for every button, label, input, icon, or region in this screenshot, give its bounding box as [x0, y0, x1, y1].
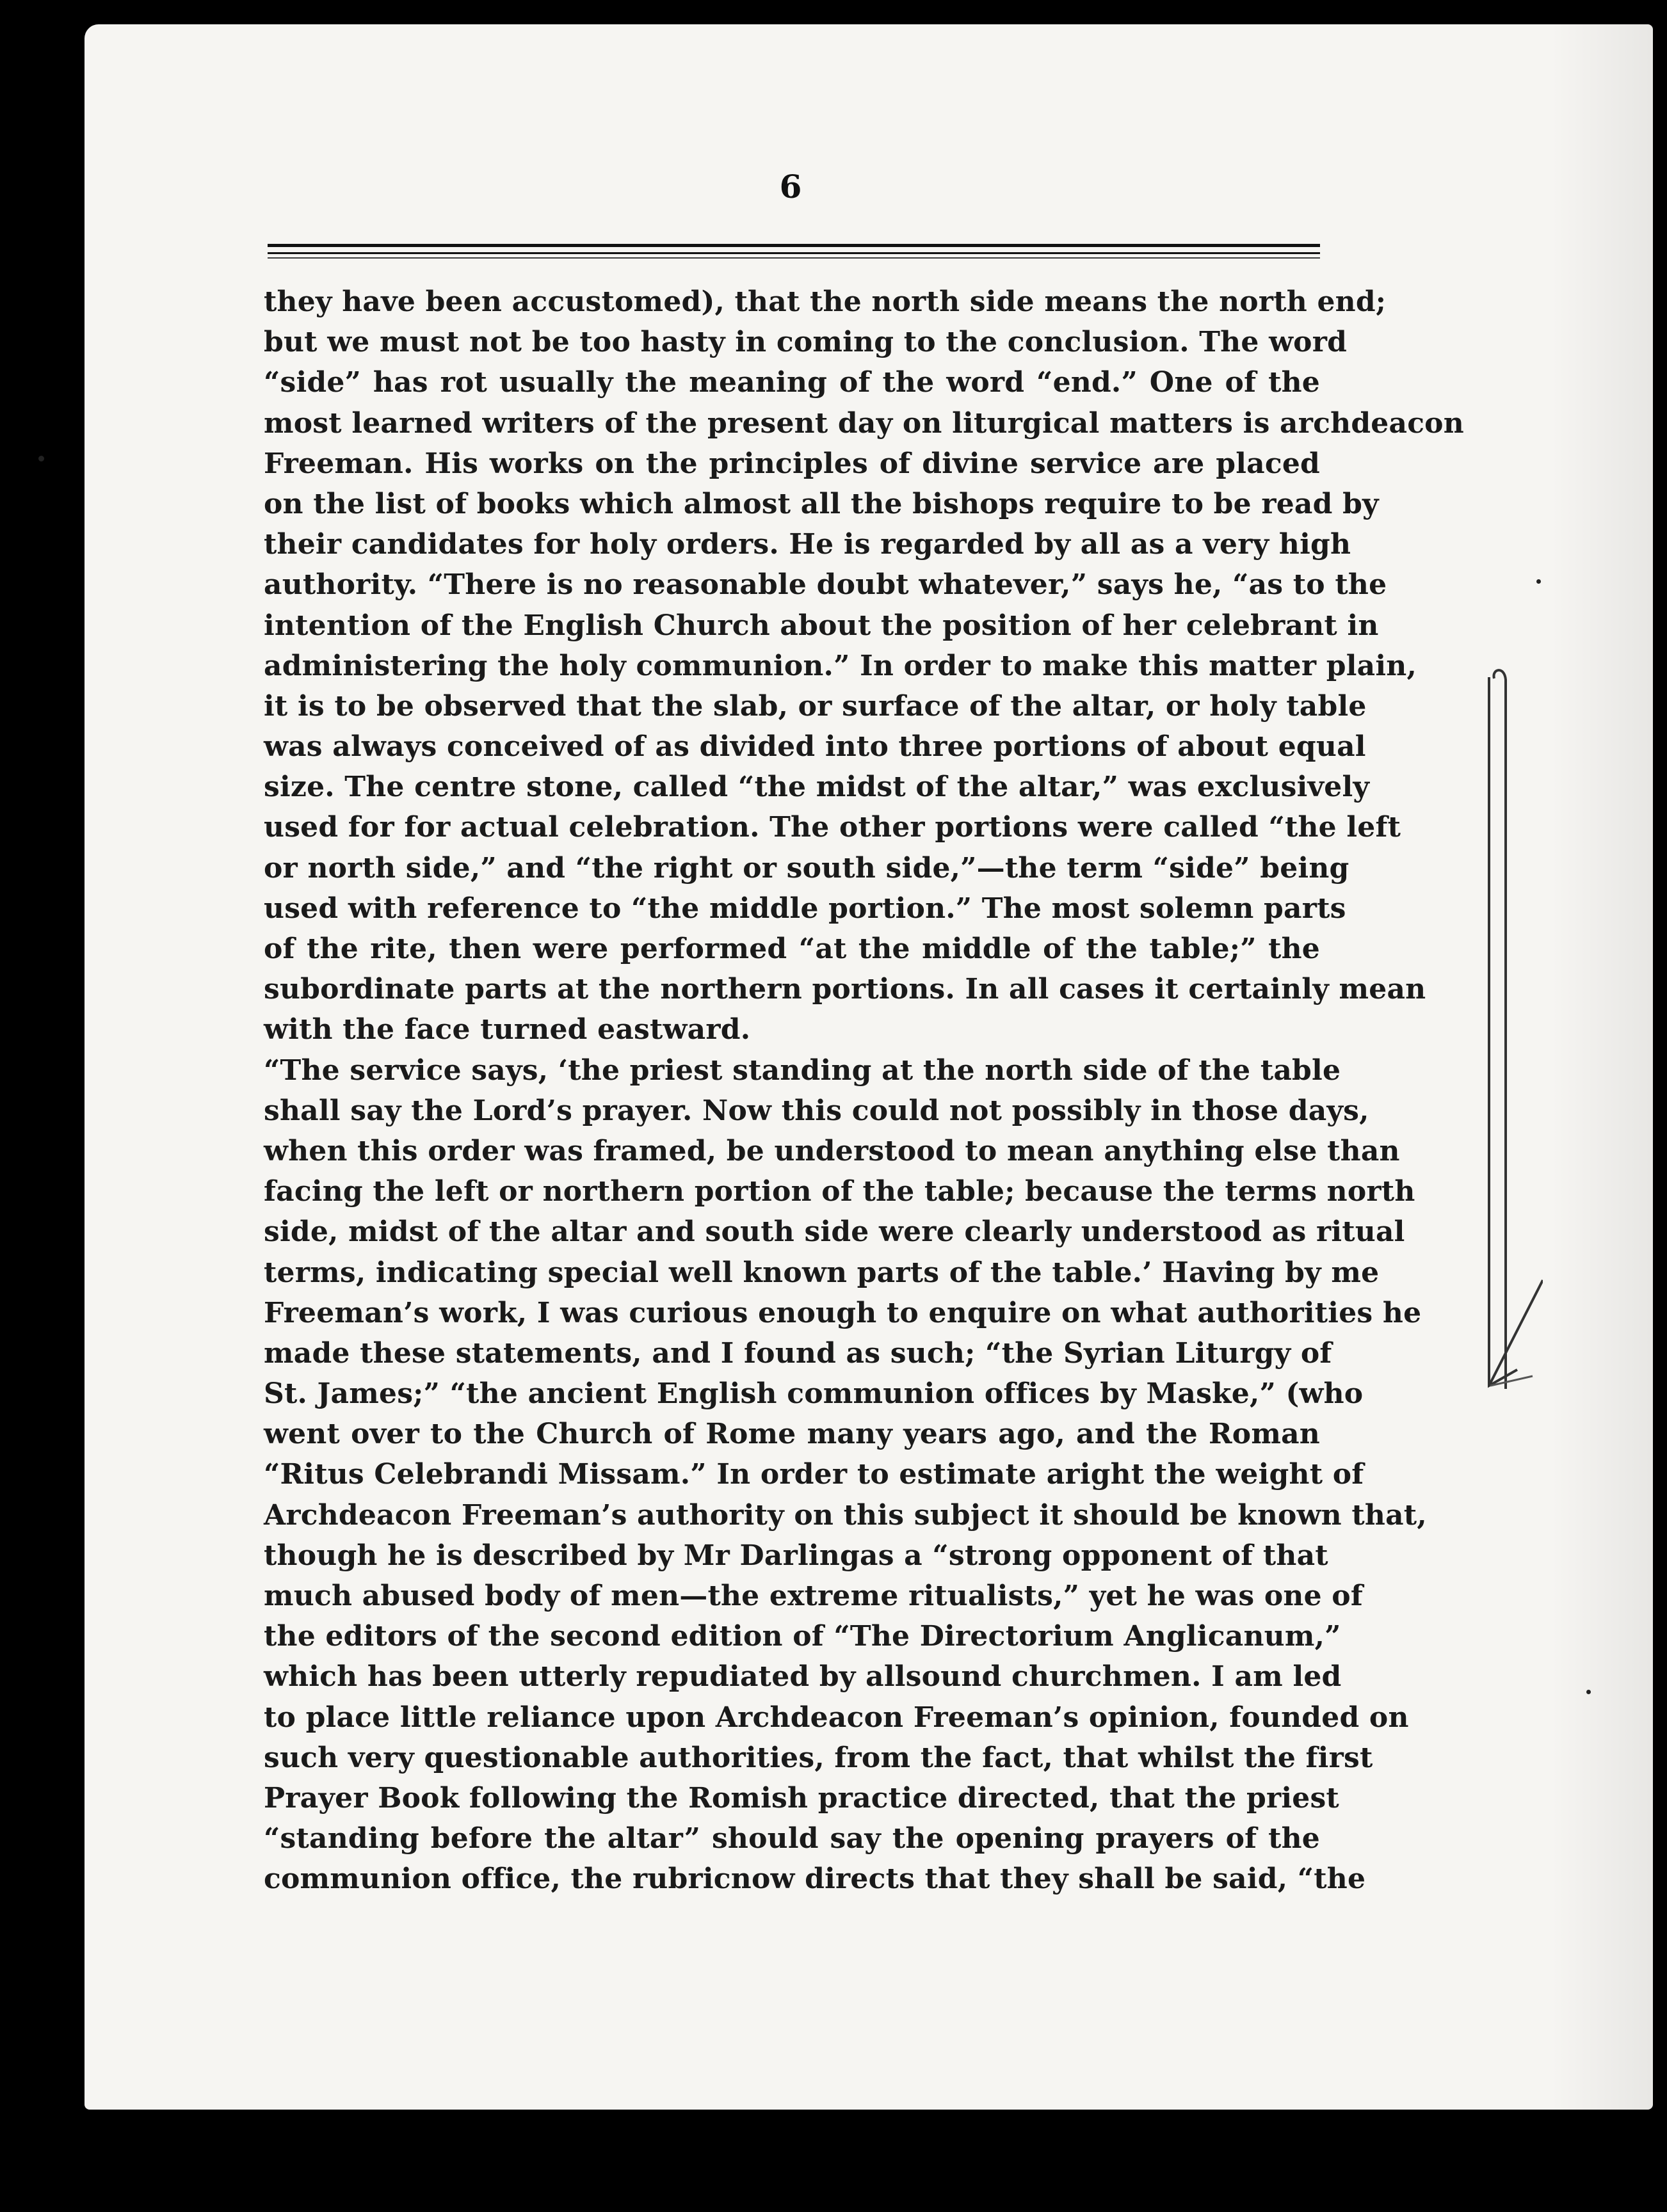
text-line: side, midst of the altar and south side were clearly understood as ritual — [264, 1215, 1405, 1249]
text-line: they have been accustomed), that the north side means the north end; — [264, 285, 1387, 318]
text-line: it is to be observed that the slab, or surface of the altar, or holy table — [264, 689, 1367, 723]
text-line: shall say the Lord’s prayer. Now this could not possibly in those days, — [264, 1094, 1369, 1127]
text-line: to place little reliance upon Archdeacon Freeman’s opinion, founded on — [264, 1701, 1409, 1734]
text-line: authority. “There is no reasonable doubt whatever,” says he, “as to the — [264, 568, 1387, 602]
text-line: which has been utterly repudiated by allsound churchmen. I am led — [264, 1660, 1342, 1694]
scan-speck — [1586, 1690, 1591, 1694]
text-line: but we must not be too hasty in coming to the conclusion. The word — [264, 326, 1348, 359]
text-line: with the face turned eastward. — [264, 1013, 751, 1046]
text-line: terms, indicating special well known parts of the table.’ Having by me — [264, 1256, 1380, 1289]
text-line: much abused body of men—the extreme ritualists,” yet he was one of — [264, 1580, 1363, 1612]
text-line: the editors of the second edition of “The Directorium Anglicanum,” — [264, 1620, 1341, 1653]
text-line: used for for actual celebration. The other portions were called “the left — [264, 811, 1401, 844]
header-rule — [268, 244, 1320, 247]
text-line: “The service says, ‘the priest standing at the north side of the table — [264, 1054, 1341, 1087]
body-text — [264, 282, 1464, 1900]
text-line: facing the left or northern portion of the table; because the terms north — [264, 1175, 1415, 1208]
text-line: most learned writers of the present day on liturgical matters is archdeacon — [264, 406, 1464, 440]
text-line: Freeman. His works on the principles of divine service are placed — [264, 447, 1320, 480]
header-rule — [268, 257, 1320, 259]
text-line: Archdeacon Freeman’s authority on this subject it should be known that, — [264, 1498, 1427, 1532]
text-line: or north side,” and “the right or south side,”—the term “side” being — [264, 851, 1349, 885]
scan-speck — [38, 456, 44, 461]
text-line: was always conceived of as divided into three portions of about equal — [264, 730, 1366, 764]
text-line: such very questionable authorities, from the fact, that whilst the first — [264, 1741, 1373, 1774]
text-line: their candidates for holy orders. He is regarded by all as a very high — [264, 528, 1351, 561]
text-line: communion office, the rubricnow directs that they shall be said, “the — [264, 1863, 1366, 1896]
scan-speck — [1536, 579, 1541, 584]
text-line: went over to the Church of Rome many years ago, and the Roman — [264, 1418, 1320, 1451]
text-line: used with reference to “the middle portion.” The most solemn parts — [264, 892, 1346, 925]
text-line: size. The centre stone, called “the midst of the altar,” was exclusively — [264, 771, 1370, 804]
text-line: “Ritus Celebrandi Missam.” In order to estimate aright the weight of — [264, 1458, 1364, 1491]
text-line: though he is described by Mr Darlingas a “strong opponent of that — [264, 1539, 1328, 1572]
page-number: 6 — [779, 168, 802, 205]
page-fold-shadow — [1550, 24, 1653, 2110]
text-line: “standing before the altar” should say the opening prayers of the — [264, 1822, 1320, 1855]
text-line: when this order was framed, be understood to mean anything else than — [264, 1134, 1400, 1167]
text-line: of the rite, then were performed “at the middle of the table;” the — [264, 933, 1320, 965]
text-line: subordinate parts at the northern portions. In all cases it certainly mean — [264, 973, 1426, 1006]
text-line: on the list of books which almost all the bishops require to be read by — [264, 487, 1379, 520]
text-line: Prayer Book following the Romish practice directed, that the priest — [264, 1781, 1339, 1815]
text-line: “side” has rot usually the meaning of the word “end.” One of the — [264, 366, 1320, 399]
text-line: made these statements, and I found as such; “the Syrian Liturgy of — [264, 1336, 1332, 1370]
pencil-margin-bracket — [1466, 666, 1543, 1434]
text-line: St. James;” “the ancient English communion offices by Maske,” (who — [264, 1377, 1364, 1411]
text-line: intention of the English Church about the position of her celebrant in — [264, 609, 1379, 642]
text-line: Freeman’s work, I was curious enough to enquire on what authorities he — [264, 1296, 1422, 1329]
header-rule — [268, 252, 1320, 254]
text-line: administering the holy communion.” In order to make this matter plain, — [264, 649, 1417, 682]
